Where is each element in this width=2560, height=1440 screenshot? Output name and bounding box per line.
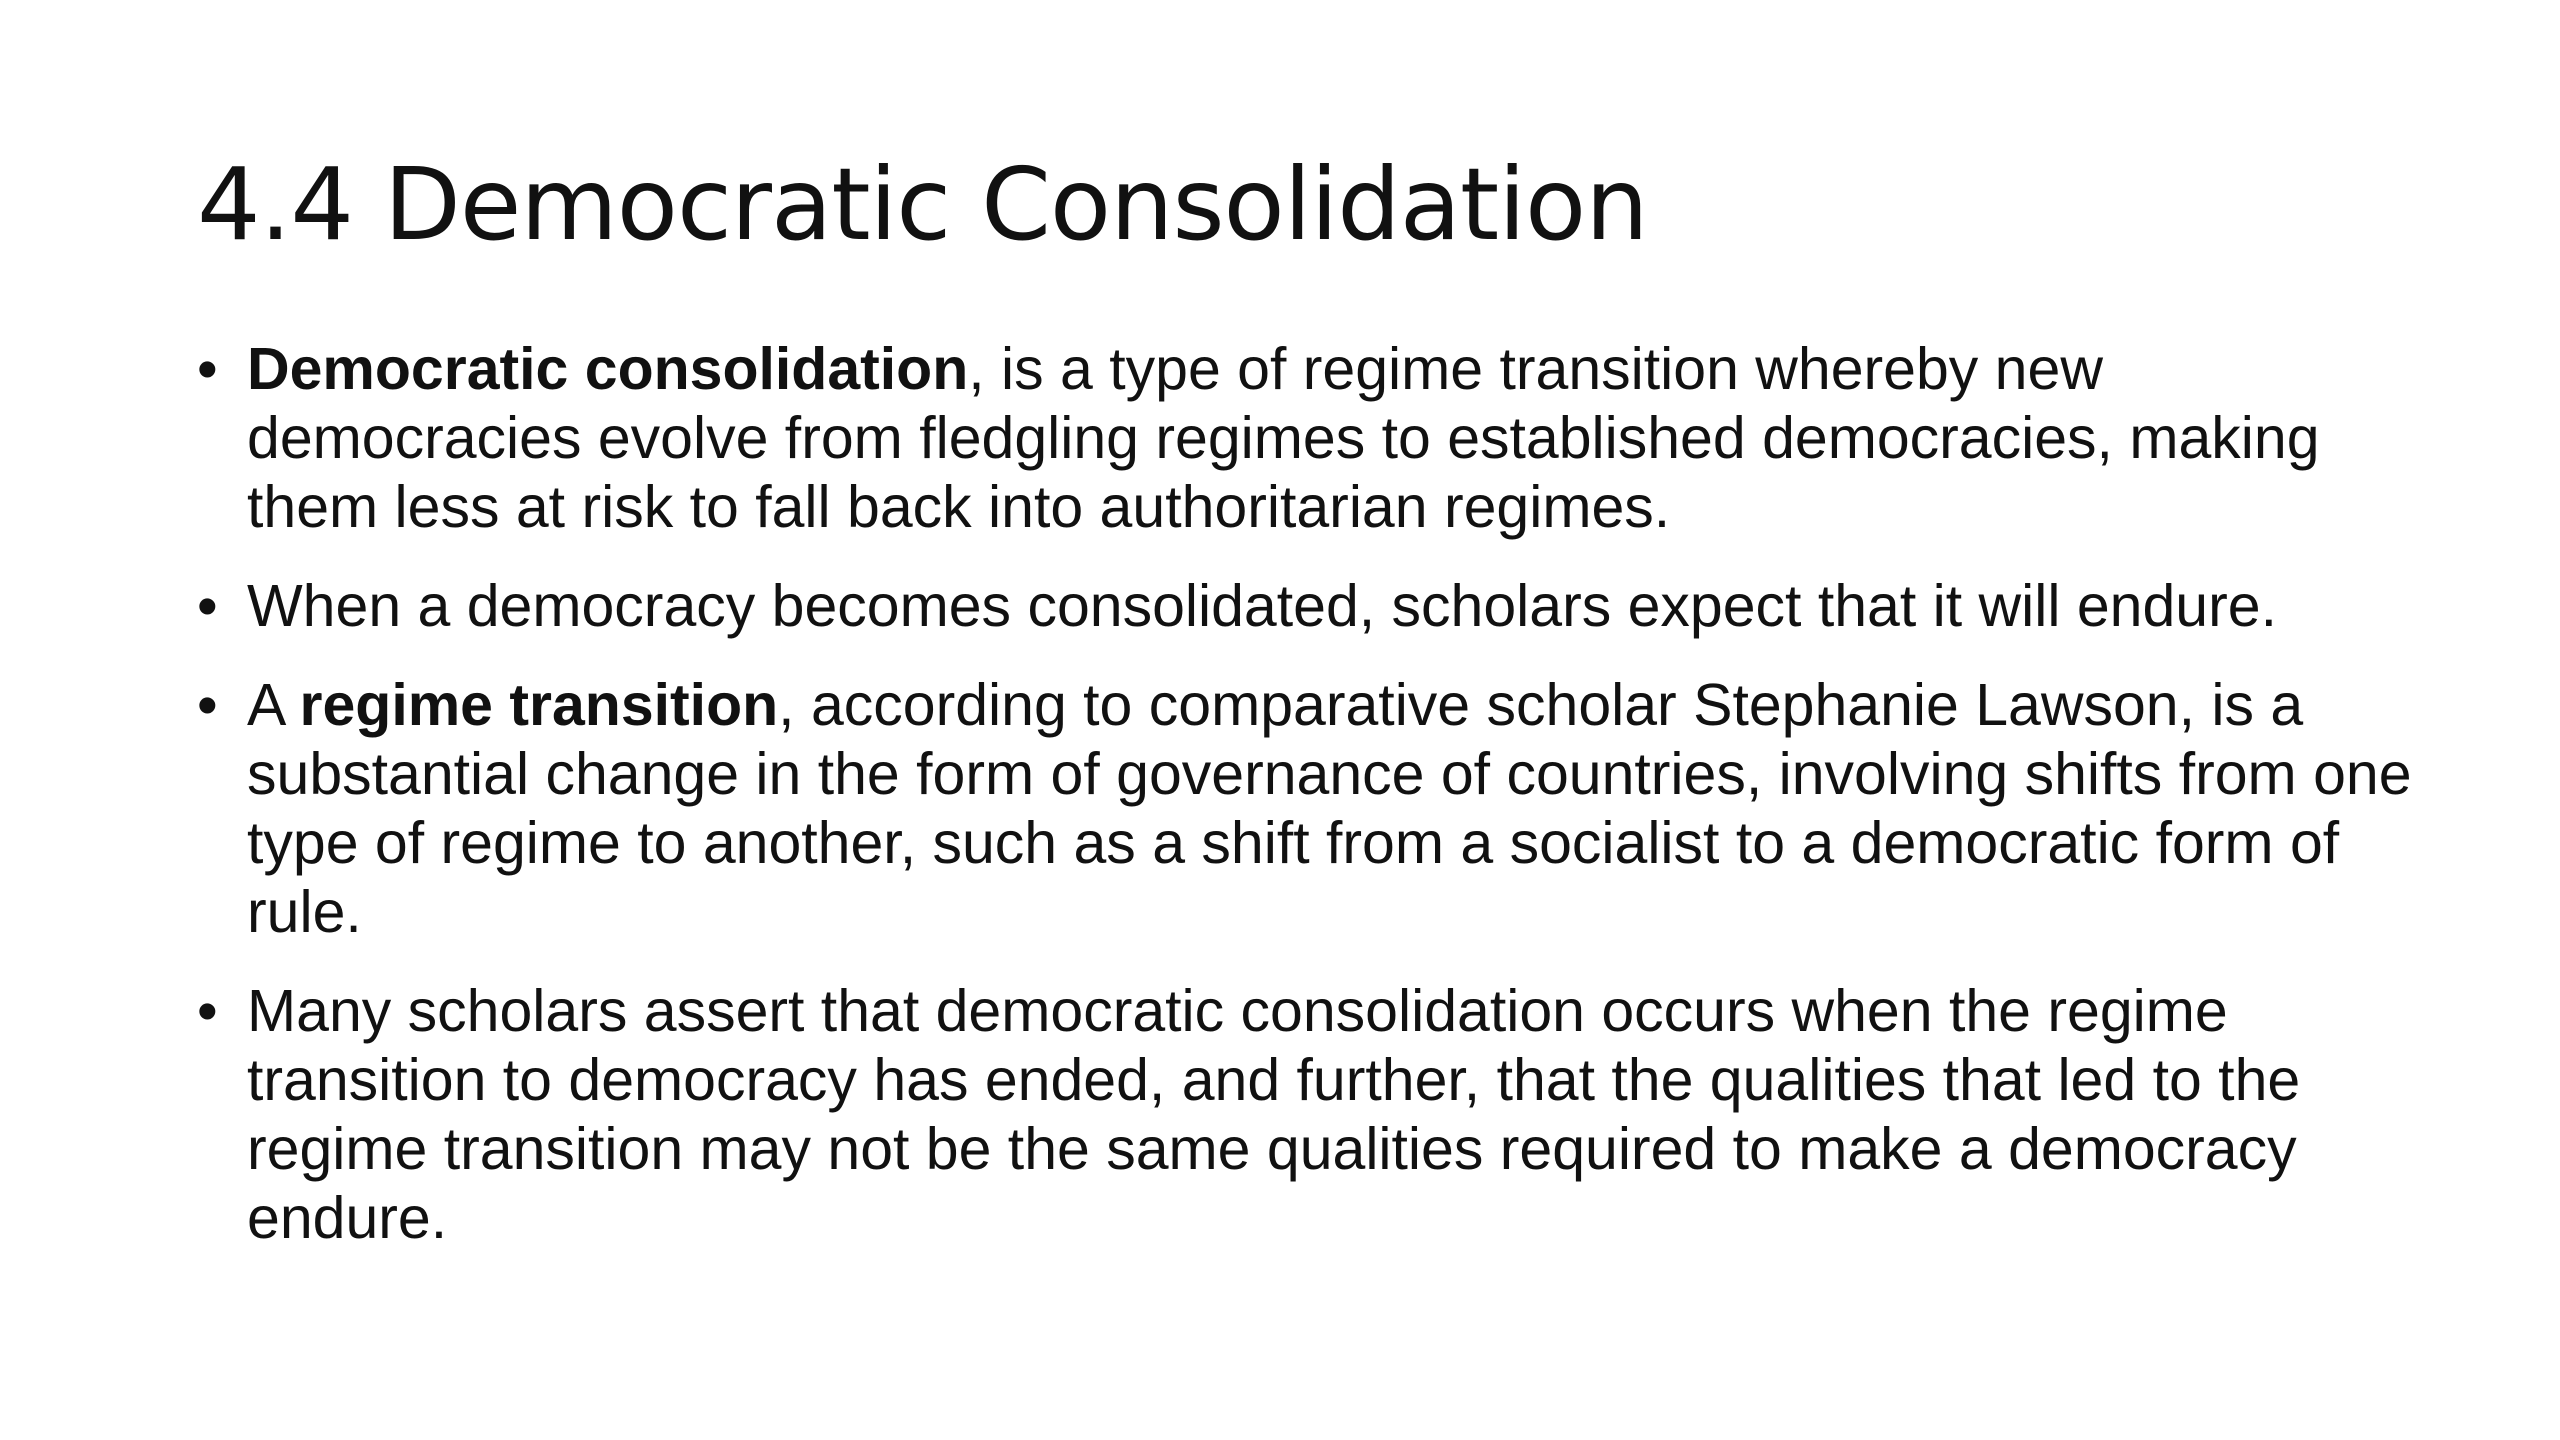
bullet-dot-icon: • [197, 978, 218, 1044]
bullet-term: regime transition [299, 672, 779, 738]
bullet-dot-icon: • [197, 672, 218, 738]
bullet-lead: A [247, 672, 300, 738]
bullet-text: When a democracy becomes consolidated, scholars expect that it will endure. [247, 573, 2277, 639]
bullet-list [197, 335, 2437, 1283]
bullet-dot-icon: • [197, 336, 218, 402]
bullet-text: Many scholars assert that democratic consolidation occurs when the regime transition to democracy has ended, and further, that the qualities that led to the regime transition may not be the same qualities required to make a democracy endure. [247, 978, 2301, 1251]
bullet-item [197, 977, 2437, 1253]
bullet-item [197, 335, 2437, 542]
bullet-dot-icon: • [197, 573, 218, 639]
bullet-item [197, 572, 2437, 641]
bullet-item [197, 671, 2437, 947]
bullet-term: Democratic consolidation [247, 336, 969, 402]
bullet-text: , is a type of regime transition whereby new democracies evolve from fledgling regimes to established democracies, making them less at risk to fall back into authoritarian regimes. [247, 336, 2320, 540]
slide-title: 4.4 Democratic Consolidation [197, 146, 1648, 263]
bullet-text: , according to comparative scholar Stephanie Lawson, is a substantial change in the form of governance of countries, involving shifts from one type of regime to another, such as a shift from a socialist to a democratic form of rule. [247, 672, 2412, 945]
